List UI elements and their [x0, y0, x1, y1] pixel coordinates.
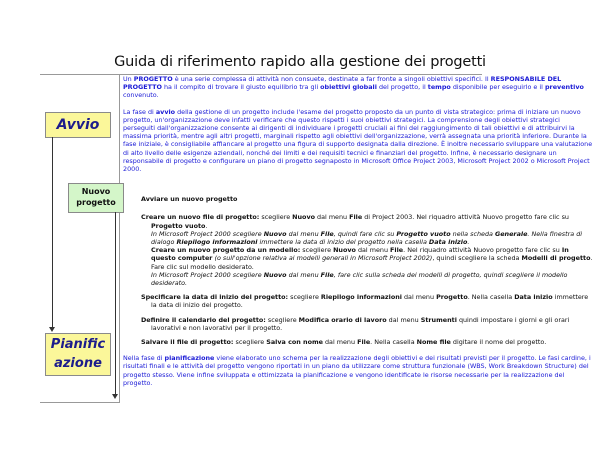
section-heading: Avviare un nuovo progetto: [141, 195, 238, 204]
instruction-create-template-alt: In Microsoft Project 2000 scegliere Nuovo dal menu File, fare clic sulla scheda dei modelli di progetto, quindi scegliere il modello desiderato.: [151, 270, 568, 288]
pianificazione-paragraph: Nella fase di pianificazione viene elaborato uno schema per la realizzazione degli obiettivi e dei risultati previsti per il progetto. Le fasi cardine, i risultati finali e le attività del progetto vengono riportati in un piano da utilizzare come struttura funzionale (WBS, Work Breakdown Structure) del progetto stesso. Viene infine sviluppata e ottimizzata la pianificazione e vengono identificate le risorse necessarie per la realizzazione del progetto.: [123, 354, 591, 387]
avvio-paragraph: La fase di avvio della gestione di un progetto include l'esame del progetto proposto da un punto di vista strategico: prima di iniziare un nuovo progetto, un'organizzazione deve infatti verificare che questo rispetti i suoi obiettivi strategici. La comprensione degli obiettivi strategici perseguiti dall'organizzazione consente ai dirigenti di individuare i progetti cruciali ai fini del raggiungimento di tali obiettivi e di attribuirvi la massima priorità, mentre agli altri progetti, marginali rispetto agli obiettivi dell'organizzazione, verrà assegnata una priorità inferiore. Durante la fase iniziale, è consigliabile affiancare al progetto una figura di supporto designata dalla direzione. È inoltre necessario sviluppare una valutazione di alto livello delle esigenze aziendali, nonché dei limiti e dei requisiti tecnici e finanziari del progetto. Infine, è necessario designare un responsabile di progetto e configurare un piano di progetto segnaposto in Microsoft Office Project 2003, Microsoft Project 2002 o Microsoft Project 2000.: [123, 107, 593, 174]
arrow-down-icon: [112, 394, 118, 399]
bottom-divider: [40, 402, 120, 403]
instruction-calendar: Definire il calendario del progetto: scegliere Modifica orario di lavoro dal menu Strumenti quindi impostare i giorni e gli orari lavorativi e non lavorativi per il progetto.: [141, 315, 570, 332]
step-label-nuovo-progetto: Nuovo progetto: [76, 187, 116, 207]
page-title: Guida di riferimento rapido alla gestione dei progetti: [114, 54, 486, 70]
step-box-nuovo-progetto: [68, 183, 124, 213]
phase-box-pianificazione: [45, 333, 111, 376]
phase-label-pianificazione: Pianific azione: [50, 337, 106, 371]
column-divider: [119, 75, 120, 402]
instruction-save: Salvare il file di progetto: scegliere Salva con nome dal menu File. Nella casella Nome file digitare il nome del progetto.: [141, 338, 547, 347]
phase-label-avvio: Avvio: [56, 117, 100, 133]
instruction-create-template: Creare un nuovo progetto da un modello: scegliere Nuovo dal menu File. Nel riquadro attività Nuovo progetto fare clic su In questo computer (o sull'opzione relativa ai modelli generali in Microsoft Project 2002), quindi scegliere la scheda Modelli di progetto. Fare clic sul modello desiderato.: [151, 246, 593, 271]
instruction-create-file-alt: In Microsoft Project 2000 scegliere Nuovo dal menu File, quindi fare clic su Progetto vuoto nella scheda Generale. Nella finestra di dialogo Riepilogo informazioni immettere la data di inizio del progetto nella casella Data inizio.: [151, 229, 583, 247]
instruction-start-date: Specificare la data di inizio del progetto: scegliere Riepilogo informazioni dal menu Progetto. Nella casella Data inizio immettere la data di inizio del progetto.: [141, 293, 589, 310]
arrow-down-icon: [49, 327, 55, 332]
nuovo-progetto-section: Avviare un nuovo progetto Creare un nuovo file di progetto: scegliere Nuovo dal menu File di Project 2003. Nel riquadro attività Nuovo progetto fare clic su Progetto vuoto. In Microsoft Project 2000 scegliere Nuovo dal menu File, quindi fare clic su Progetto vuoto nella scheda Generale. Nella finestra di dialogo Riepilogo informazioni immettere la data di inizio del progetto nella casella Data inizio. Creare un nuovo progetto da un modello: scegliere Nuovo dal menu File. Nel riquadro attività Nuovo progetto fare clic su In questo computer (o sull'opzione relativa ai modelli generali in Microsoft Project 2002), quindi scegliere la scheda Modelli di progetto. Fare clic sul modello desiderato. In Microsoft Project 2000 scegliere Nuovo dal menu File, fare clic sulla scheda dei modelli di progetto, quindi scegliere il modello desiderato. Specificare la data di inizio del progetto: scegliere Riepilogo informazioni dal menu Progetto. Nella casella Data inizio immettere la data di inizio del progetto. Definire il calendario del progetto: scegliere Modifica orario di lavoro dal menu Strumenti quindi impostare i giorni e gli orari lavorativi e non lavorativi per il progetto. Salvare il file di progetto: scegliere Salva con nome dal menu File. Nella casella Nome file digitare il nome del progetto.: [141, 195, 593, 347]
content-column: [123, 75, 593, 387]
phase-box-avvio: [45, 112, 111, 138]
instruction-create-file: Creare un nuovo file di progetto: scegliere Nuovo dal menu File di Project 2003. Nel riquadro attività Nuovo progetto fare clic su: [141, 213, 569, 222]
flow-line-avvio: [52, 137, 53, 327]
flow-line-nuovo-progetto: [115, 212, 116, 395]
intro-paragraph: Un PROGETTO è una serie complessa di attività non consuete, destinate a far fronte a singoli obiettivi specifici. Il RESPONSABILE DEL PROGETTO ha il compito di trovare il giusto equilibrio tra gli obiettivi globali del progetto, il tempo disponibile per eseguirlo e il preventivo convenuto.: [123, 75, 584, 100]
